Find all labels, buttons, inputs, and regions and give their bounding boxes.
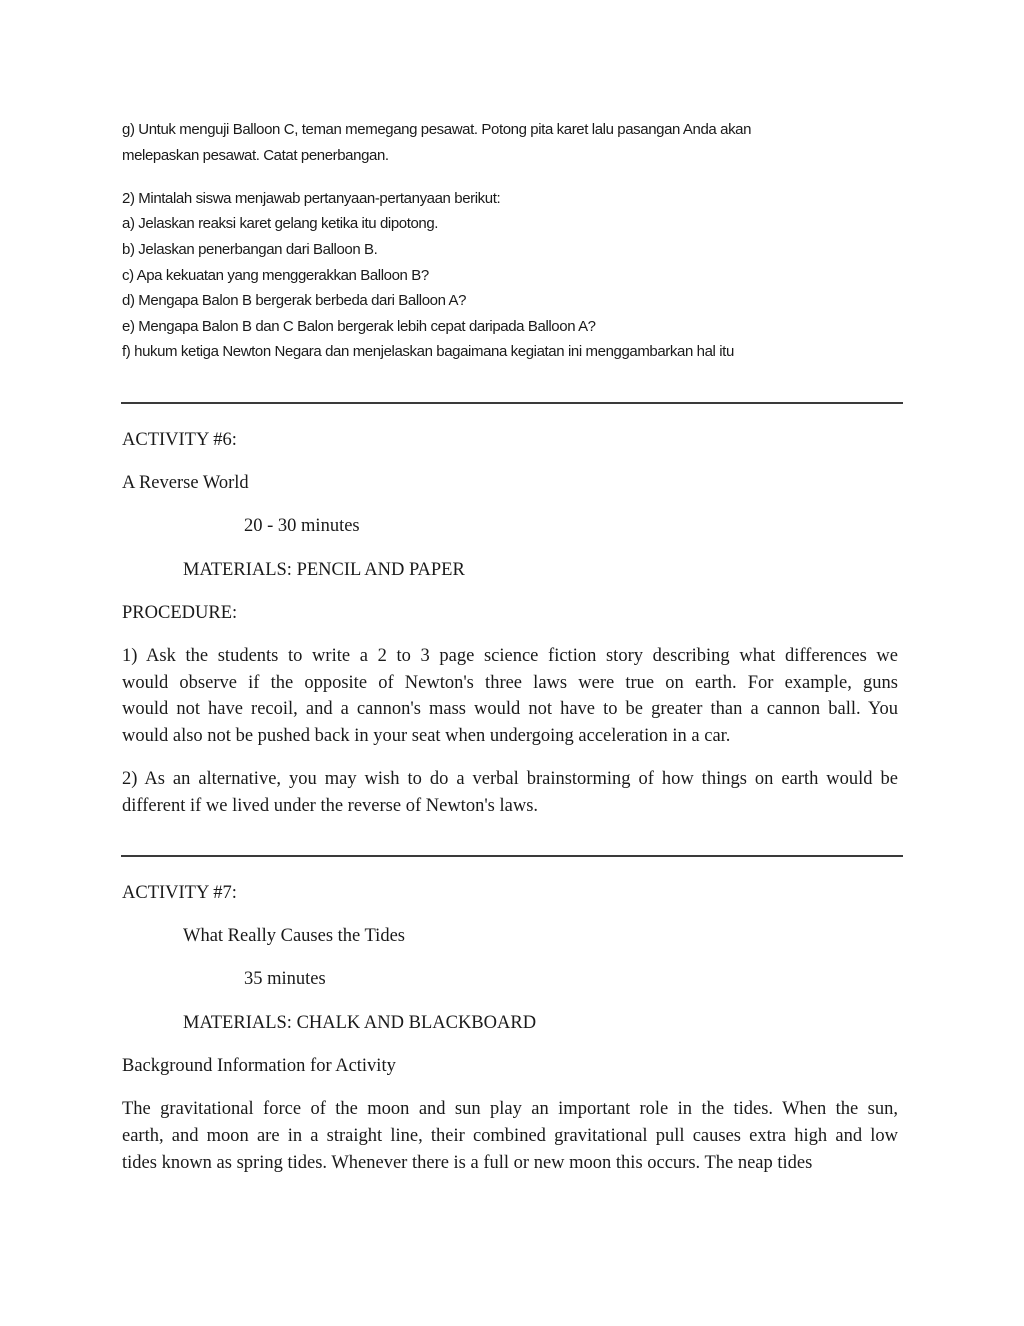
activity-7-title: What Really Causes the Tides [183,926,405,946]
question-b: b) Jelaskan penerbangan dari Balloon B. [122,241,378,258]
question-d: d) Mengapa Balon B bergerak berbeda dari Balloon A? [122,292,467,309]
activity-7-background-line-3: tides known as spring tides. Whenever there is a full or new moon this occurs. The neap tides [122,1153,813,1173]
section-divider-1 [121,402,903,404]
activity-6-p1-line-3: would not have recoil, and a cannon's mass would not have to be greater than a cannon ball. You [122,699,898,719]
activity-7-background-line-2: earth, and moon are in a straight line, their combined gravitational pull causes extra high and low [122,1126,898,1146]
activity-6-procedure-heading: PROCEDURE: [122,603,238,623]
activity-6-title: A Reverse World [122,473,249,493]
question-f: f) hukum ketiga Newton Negara dan menjelaskan bagaimana kegiatan ini menggambarkan hal itu [122,343,734,360]
activity-7-heading: ACTIVITY #7: [122,883,237,903]
activity-6-heading: ACTIVITY #6: [122,430,237,450]
activity-7-background-line-1: The gravitational force of the moon and sun play an important role in the tides. When the sun, [122,1099,898,1119]
activity-7-background-heading: Background Information for Activity [122,1056,396,1076]
question-a: a) Jelaskan reaksi karet gelang ketika itu dipotong. [122,215,439,232]
step-g-line-2: melepaskan pesawat. Catat penerbangan. [122,147,389,164]
question-c: c) Apa kekuatan yang menggerakkan Balloon B? [122,267,429,284]
activity-6-materials: MATERIALS: PENCIL AND PAPER [183,560,465,580]
question-e: e) Mengapa Balon B dan C Balon bergerak lebih cepat daripada Balloon A? [122,318,596,335]
activity-6-duration: 20 - 30 minutes [244,516,360,536]
section-divider-2 [121,855,903,857]
activity-6-p2-line-2: different if we lived under the reverse of Newton's laws. [122,796,539,816]
activity-6-p1-line-4: would also not be pushed back in your seat when undergoing acceleration in a car. [122,726,731,746]
activity-7-duration: 35 minutes [244,969,326,989]
activity-6-p1-line-2: would observe if the opposite of Newton's three laws were true on earth. For example, guns [122,673,898,693]
step-g-line-1: g) Untuk menguji Balloon C, teman memegang pesawat. Potong pita karet lalu pasangan Anda akan [122,121,752,138]
activity-6-p2-line-1: 2) As an alternative, you may wish to do a verbal brainstorming of how things on earth would be [122,769,898,789]
activity-7-materials: MATERIALS: CHALK AND BLACKBOARD [183,1013,537,1033]
step-2-intro: 2) Mintalah siswa menjawab pertanyaan-pertanyaan berikut: [122,190,501,207]
activity-6-p1-line-1: 1) Ask the students to write a 2 to 3 page science fiction story describing what differences we [122,646,898,666]
